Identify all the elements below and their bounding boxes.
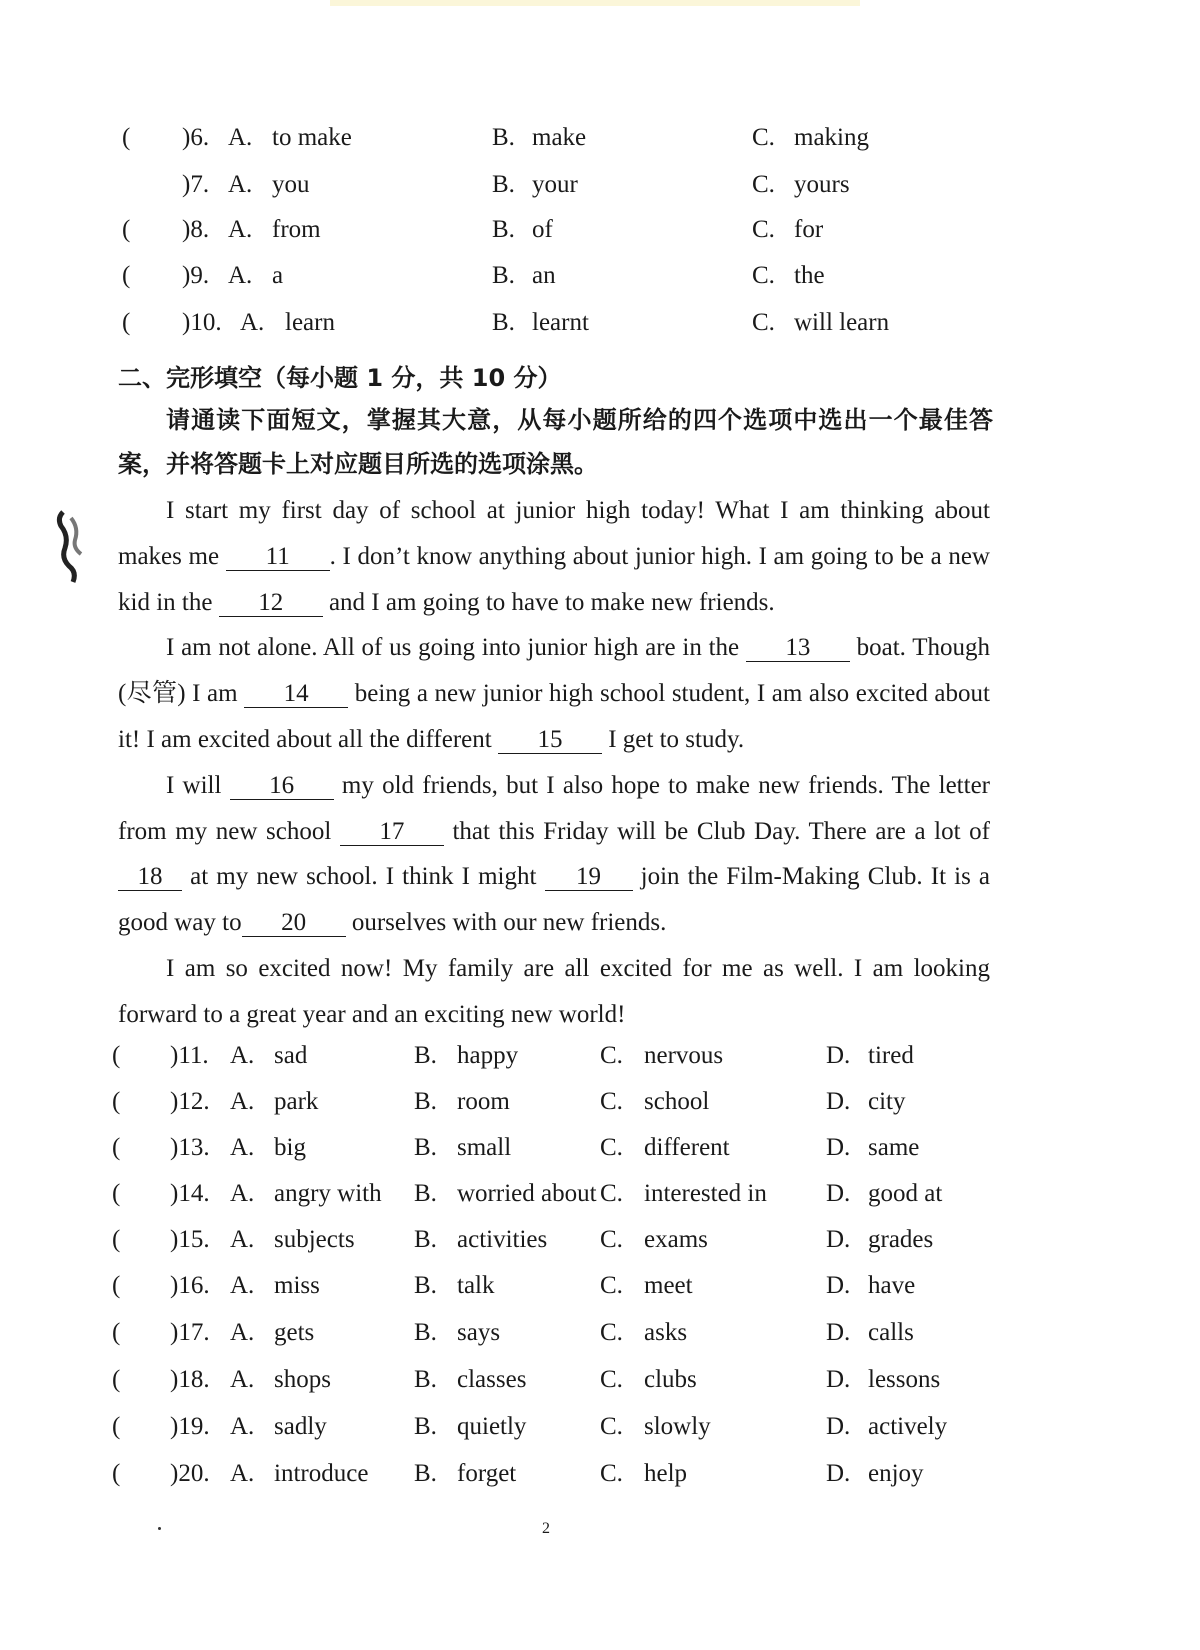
option-label: C. — [600, 1460, 623, 1487]
passage-text: and I am going to have to make new friends. — [322, 588, 775, 616]
option-label: B. — [414, 1366, 437, 1393]
question-number: )8. — [182, 216, 210, 243]
question-number: )12. — [170, 1088, 210, 1115]
question-number: )19. — [170, 1413, 210, 1440]
option-a: subjects — [274, 1226, 355, 1253]
question-number: )14. — [170, 1180, 210, 1207]
question-number: )17. — [170, 1319, 210, 1346]
option-label: D. — [826, 1088, 851, 1115]
option-label: B. — [414, 1088, 437, 1115]
option-label: C. — [600, 1088, 623, 1115]
option-b: make — [532, 124, 587, 151]
option-b: happy — [457, 1042, 519, 1069]
option-label: D. — [826, 1366, 851, 1393]
option-label: B. — [492, 171, 515, 198]
option-a: introduce — [274, 1460, 369, 1487]
option-a: to make — [272, 124, 352, 151]
question-number: )20. — [170, 1460, 210, 1487]
option-label: B. — [414, 1180, 437, 1207]
option-label: A. — [230, 1460, 255, 1487]
option-c: different — [644, 1134, 730, 1161]
option-label: D. — [826, 1226, 851, 1253]
option-label: B. — [414, 1042, 437, 1069]
answer-paren[interactable]: ( — [112, 1366, 121, 1393]
passage-text: . I don’t know anything about junior high. I am going to be a new kid in the — [118, 542, 990, 616]
section-title: 二、完形填空（每小题 1 分，共 10 分） — [118, 364, 562, 392]
option-d: city — [868, 1088, 906, 1115]
passage-text: I get to study. — [601, 725, 745, 753]
answer-paren[interactable]: ( — [112, 1042, 121, 1069]
option-d: good at — [868, 1180, 943, 1207]
option-label: D. — [826, 1319, 851, 1346]
passage-paragraph — [118, 763, 990, 946]
option-label: A. — [230, 1272, 255, 1299]
answer-paren[interactable]: ( — [122, 216, 131, 243]
question-number: )6. — [182, 124, 210, 151]
option-label: B. — [414, 1134, 437, 1161]
option-label: C. — [752, 216, 775, 243]
option-d: have — [868, 1272, 916, 1299]
option-label: C. — [600, 1226, 623, 1253]
answer-paren[interactable]: ( — [112, 1226, 121, 1253]
option-label: D. — [826, 1460, 851, 1487]
option-label: A. — [230, 1180, 255, 1207]
answer-paren[interactable]: ( — [112, 1272, 121, 1299]
option-c: will learn — [794, 309, 890, 336]
option-b: talk — [457, 1272, 495, 1299]
scan-speck — [158, 1527, 161, 1530]
option-label: A. — [228, 171, 253, 198]
option-c: meet — [644, 1272, 693, 1299]
option-b: your — [532, 171, 578, 198]
passage-text: I will — [166, 771, 230, 799]
option-label: C. — [600, 1319, 623, 1346]
option-a: gets — [274, 1319, 315, 1346]
option-b: classes — [457, 1366, 527, 1393]
option-a: shops — [274, 1366, 331, 1393]
option-label: C. — [600, 1366, 623, 1393]
option-label: B. — [414, 1272, 437, 1299]
option-c: making — [794, 124, 869, 151]
option-label: B. — [414, 1226, 437, 1253]
option-label: A. — [230, 1134, 255, 1161]
option-d: enjoy — [868, 1460, 924, 1487]
question-number: )11. — [170, 1042, 209, 1069]
blank-17[interactable]: 17 — [340, 819, 444, 846]
option-label: D. — [826, 1413, 851, 1440]
option-label: C. — [752, 124, 775, 151]
option-a: angry with — [274, 1180, 382, 1207]
option-a: big — [274, 1134, 306, 1161]
passage — [118, 488, 990, 1038]
option-c: clubs — [644, 1366, 697, 1393]
option-b: of — [532, 216, 553, 243]
passage-text: join the Film-Making Club. It is a good way to — [118, 863, 991, 937]
option-label: B. — [492, 309, 515, 336]
option-label: B. — [492, 216, 515, 243]
blank-15[interactable]: 15 — [498, 727, 602, 754]
option-b: worried about — [457, 1180, 597, 1207]
passage-text: boat. Though (尽管) I am — [118, 634, 990, 708]
option-label: A. — [230, 1088, 255, 1115]
option-b: learnt — [532, 309, 589, 336]
option-label: C. — [752, 171, 775, 198]
option-b: room — [457, 1088, 510, 1115]
option-a: sadly — [274, 1413, 327, 1440]
option-c: the — [794, 262, 825, 289]
question-number: )7. — [182, 171, 210, 198]
answer-paren[interactable]: ( — [112, 1134, 121, 1161]
option-label: C. — [600, 1413, 623, 1440]
answer-paren[interactable]: ( — [112, 1180, 121, 1207]
option-label: D. — [826, 1134, 851, 1161]
option-a: park — [274, 1088, 319, 1115]
option-b: activities — [457, 1226, 548, 1253]
passage-text: ourselves with our new friends. — [345, 909, 667, 937]
option-label: A. — [228, 124, 253, 151]
scan-stain — [330, 0, 860, 6]
option-b: small — [457, 1134, 512, 1161]
blank-16[interactable]: 16 — [230, 773, 334, 800]
passage-text: I start my first day of school at junior high today! What I am thinking about makes me — [118, 497, 990, 570]
passage-paragraph: I am so excited now! My family are all excited for me as well. I am looking forward to a great year and an exciting new world! — [118, 954, 990, 1028]
passage-text: my old friends, but I also hope to make new friends. The letter from my new school — [118, 771, 990, 845]
option-a: miss — [274, 1272, 320, 1299]
passage-paragraph — [118, 625, 990, 762]
option-a: from — [272, 216, 321, 243]
option-c: nervous — [644, 1042, 724, 1069]
option-label: A. — [240, 309, 265, 336]
option-label: A. — [230, 1413, 255, 1440]
answer-paren[interactable]: ( — [122, 309, 131, 336]
blank-18[interactable]: 18 — [118, 864, 182, 891]
option-label: A. — [230, 1319, 255, 1346]
option-b: forget — [457, 1460, 517, 1487]
page-number: 2 — [542, 1520, 550, 1537]
option-c: school — [644, 1088, 710, 1115]
answer-paren[interactable]: ( — [112, 1319, 121, 1346]
blank-14[interactable]: 14 — [244, 681, 348, 708]
option-label: C. — [752, 309, 775, 336]
option-a: sad — [274, 1042, 308, 1069]
answer-paren[interactable]: ( — [112, 1088, 121, 1115]
blank-20[interactable]: 20 — [242, 910, 346, 937]
option-b: says — [457, 1319, 501, 1346]
option-label: C. — [600, 1134, 623, 1161]
question-number: )9. — [182, 262, 210, 289]
option-d: lessons — [868, 1366, 941, 1393]
option-label: A. — [230, 1042, 255, 1069]
passage-text: I am not alone. All of us going into junior high are in the — [166, 634, 746, 662]
option-a: learn — [285, 309, 335, 336]
option-label: D. — [826, 1272, 851, 1299]
option-d: actively — [868, 1413, 948, 1440]
option-d: calls — [868, 1319, 914, 1346]
section-instruction: 请通读下面短文，掌握其大意，从每小题所给的四个选项中选出一个最佳答案，并将答题卡上对应题目所选的选项涂黑。 — [118, 406, 993, 478]
option-c: asks — [644, 1319, 688, 1346]
option-label: A. — [230, 1366, 255, 1393]
option-label: B. — [414, 1413, 437, 1440]
option-label: B. — [414, 1460, 437, 1487]
passage-paragraph — [118, 488, 990, 625]
passage-text: that this Friday will be Club Day. There are a lot of — [443, 817, 991, 845]
option-label: B. — [492, 262, 515, 289]
option-a: a — [272, 262, 284, 289]
option-label: C. — [752, 262, 775, 289]
option-d: grades — [868, 1226, 934, 1253]
option-label: A. — [230, 1226, 255, 1253]
option-d: same — [868, 1134, 920, 1161]
option-c: for — [794, 216, 824, 243]
option-label: D. — [826, 1180, 851, 1207]
question-number: )15. — [170, 1226, 210, 1253]
option-b: quietly — [457, 1413, 527, 1440]
option-a: you — [272, 171, 310, 198]
option-label: C. — [600, 1272, 623, 1299]
option-label: C. — [600, 1180, 623, 1207]
passage-text: being a new junior high school student, I am also excited about it! I am excited about all the different — [118, 680, 990, 753]
option-label: D. — [826, 1042, 851, 1069]
option-label: C. — [600, 1042, 623, 1069]
option-b: an — [532, 262, 556, 289]
blank-19[interactable]: 19 — [545, 864, 633, 891]
answer-paren[interactable]: ( — [112, 1460, 121, 1487]
blank-12[interactable]: 12 — [219, 590, 323, 617]
option-label: A. — [228, 262, 253, 289]
question-number: )16. — [170, 1272, 210, 1299]
option-c: help — [644, 1460, 688, 1487]
answer-paren[interactable]: ( — [122, 124, 131, 151]
answer-paren[interactable]: ( — [122, 262, 131, 289]
option-label: B. — [414, 1319, 437, 1346]
question-number: )10. — [182, 309, 222, 336]
option-label: A. — [228, 216, 253, 243]
option-d: tired — [868, 1042, 914, 1069]
option-c: slowly — [644, 1413, 711, 1440]
passage-text: at my new school. I think I might — [182, 863, 545, 891]
blank-13[interactable]: 13 — [746, 635, 850, 662]
option-c: exams — [644, 1226, 708, 1253]
option-c: interested in — [644, 1180, 767, 1207]
answer-paren[interactable]: ( — [112, 1413, 121, 1440]
option-label: B. — [492, 124, 515, 151]
question-number: )18. — [170, 1366, 210, 1393]
binder-clip-mark — [55, 508, 89, 586]
option-c: yours — [794, 171, 850, 198]
question-number: )13. — [170, 1134, 210, 1161]
blank-11[interactable]: 11 — [226, 544, 330, 571]
